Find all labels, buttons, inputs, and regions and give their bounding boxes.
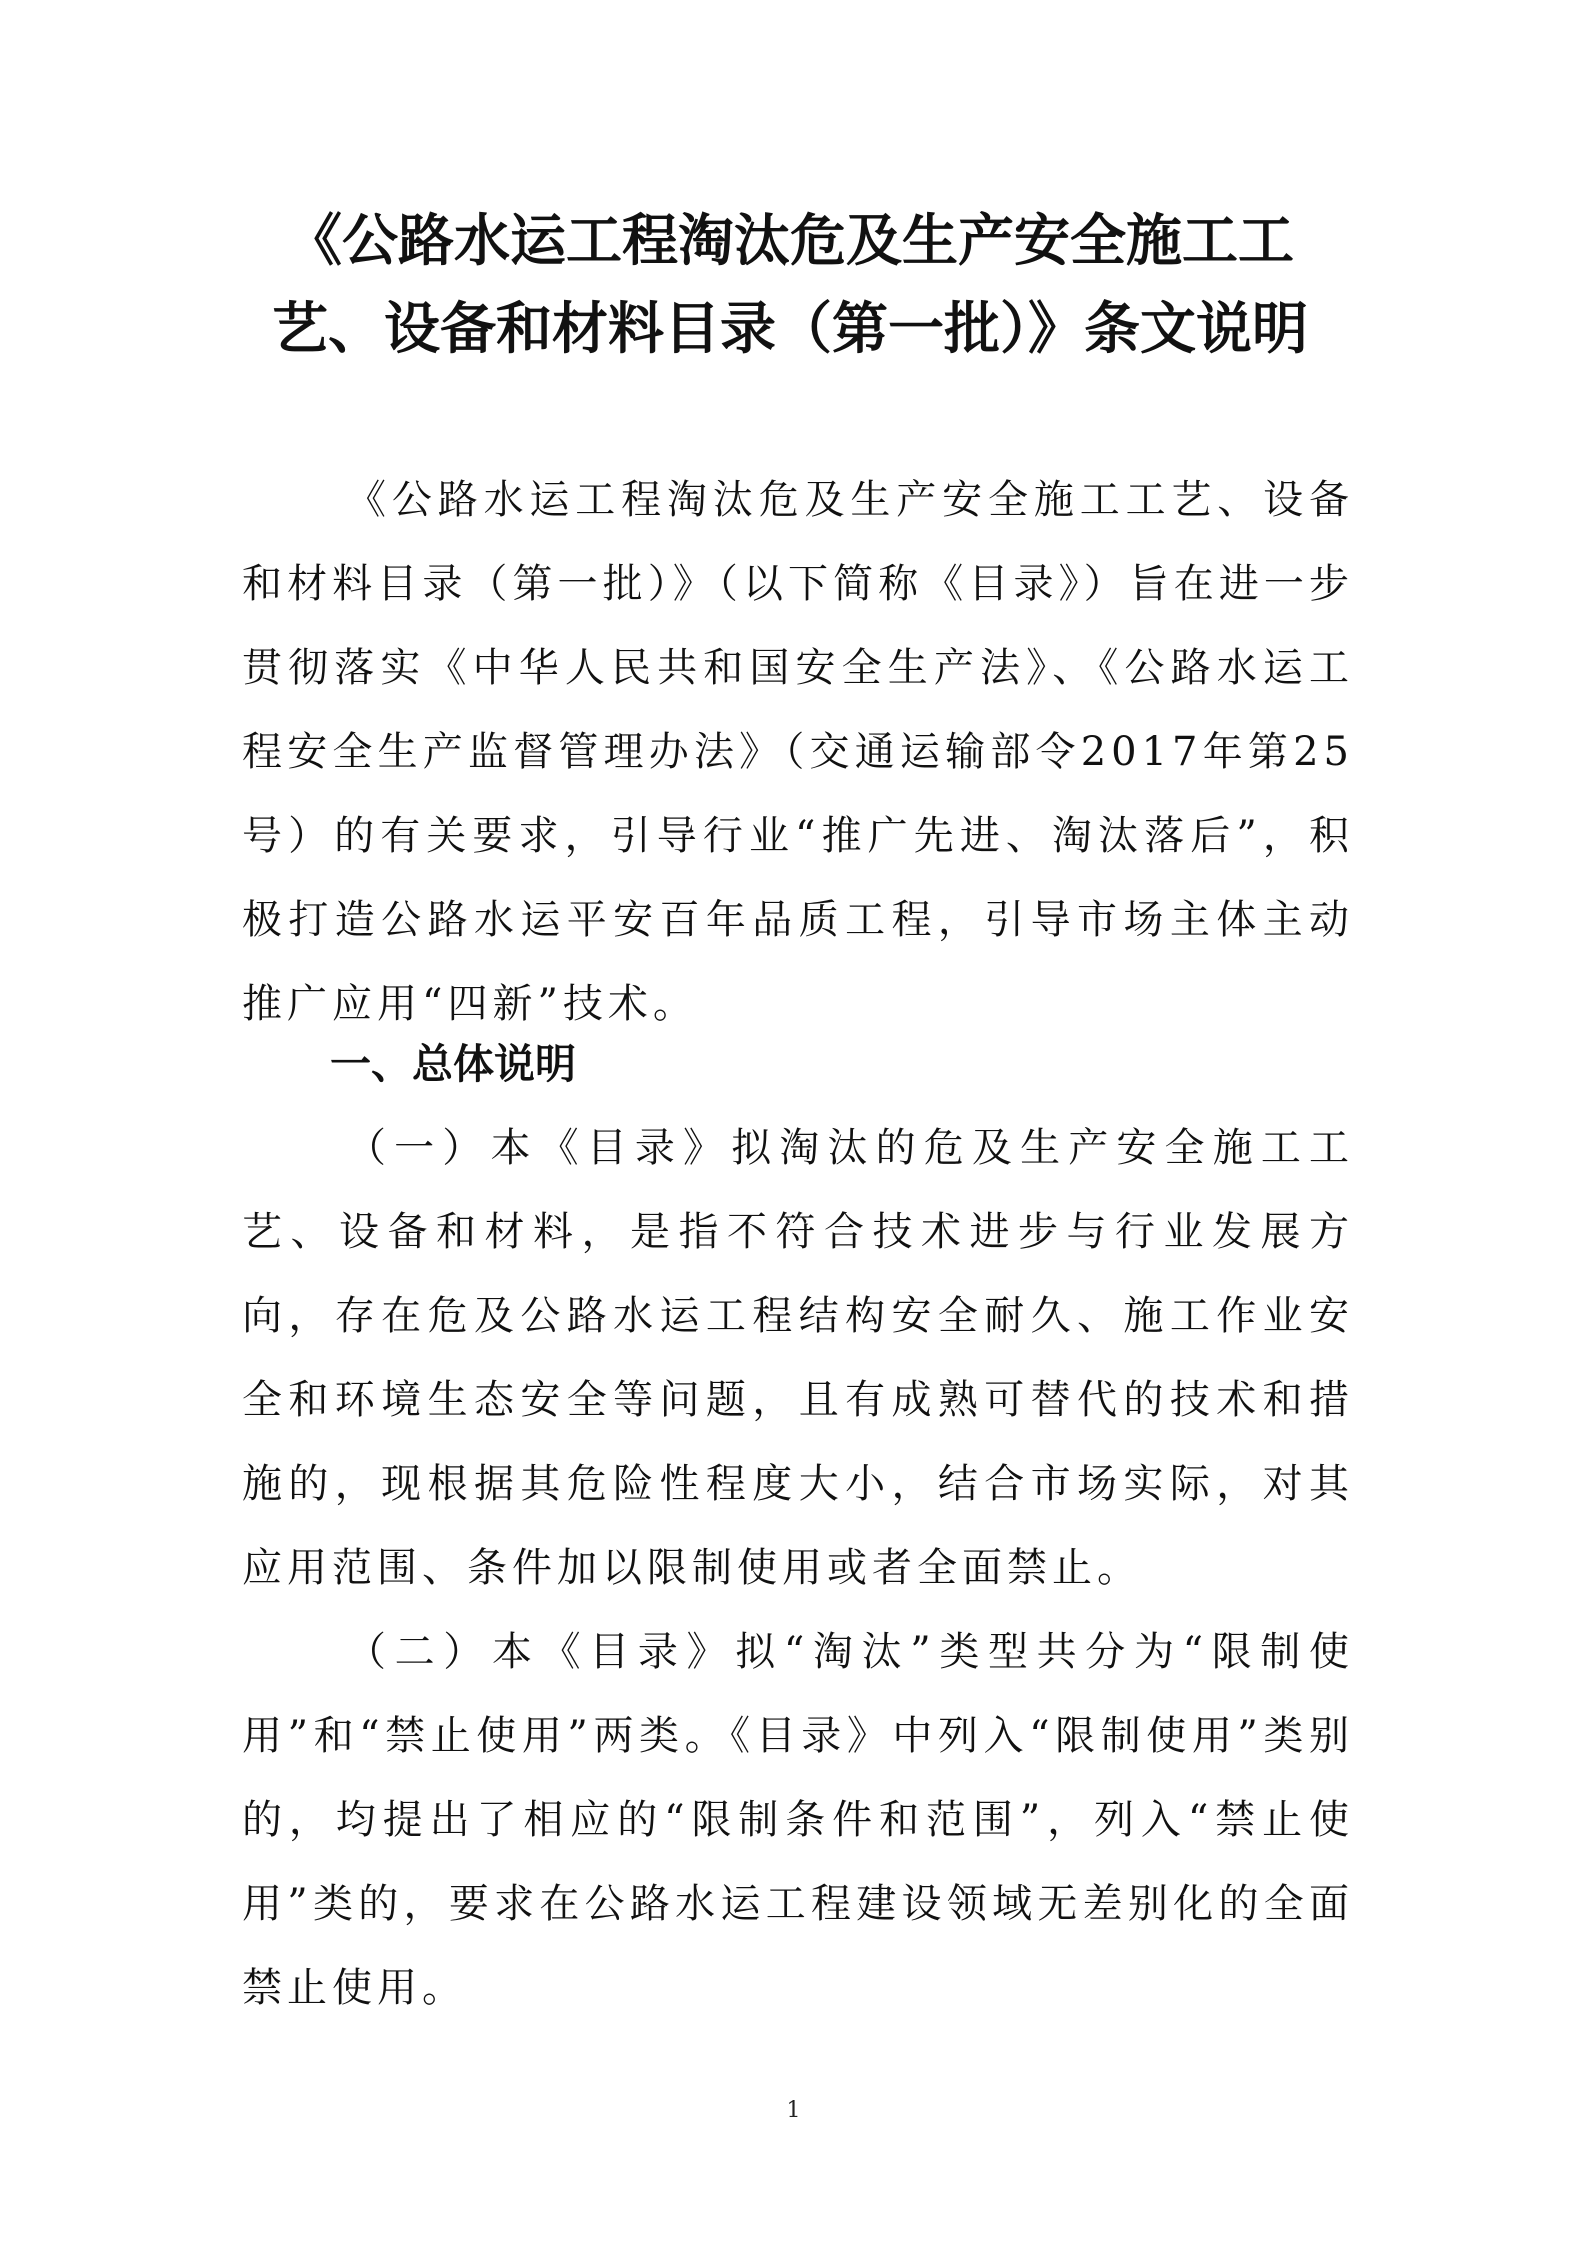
page-number: 1 (786, 2098, 801, 2123)
paragraph-2 (242, 1610, 1354, 2030)
section-heading: 一、总体说明 (330, 1040, 576, 1088)
intro-paragraph (242, 458, 1354, 1046)
paragraph-2-text: （二）本《目录》拟“淘汰”类型共分为“限制使用”和“禁止使用”两类。《目录》中列入“限制使用”类别的，均提出了相应的“限制条件和范围”，列入“禁止使用”类的，要求在公路水运工程建设领域无差别化的全面禁止使用。 (242, 1629, 1354, 2011)
paragraph-1-text: （一）本《目录》拟淘汰的危及生产安全施工工艺、设备和材料，是指不符合技术进步与行业发展方向，存在危及公路水运工程结构安全耐久、施工作业安全和环境生态安全等问题，且有成熟可替代的技术和措施的，现根据其危险性程度大小，结合市场实际，对其应用范围、条件加以限制使用或者全面禁止。 (242, 1125, 1354, 1591)
title-line-1: 《公路水运工程淘汰危及生产安全施工工 (286, 209, 1294, 274)
title-line-2: 艺、设备和材料目录（第一批）》条文说明 (272, 297, 1308, 362)
paragraph-1 (242, 1106, 1354, 1610)
document-title (200, 198, 1380, 374)
intro-paragraph-text: 《公路水运工程淘汰危及生产安全施工工艺、设备和材料目录（第一批）》（以下简称《目录》）旨在进一步贯彻落实《中华人民共和国安全生产法》、《公路水运工程安全生产监督管理办法》（交通运输部令2017年第25号）的有关要求，引导行业“推广先进、淘汰落后”，积极打造公路水运平安百年品质工程，引导市场主体主动推广应用“四新”技术。 (242, 477, 1354, 1027)
